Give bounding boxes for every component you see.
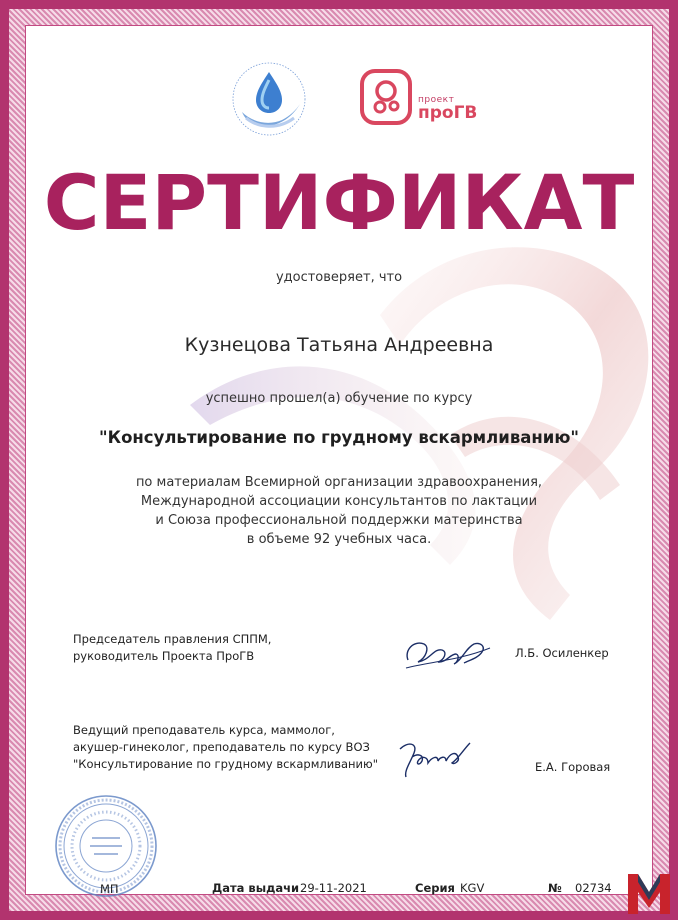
description-line: и Союза профессиональной поддержки материнства [155,513,523,528]
signatory-1-name: Л.Б. Осиленкер [515,646,609,660]
description-line: Международной ассоциации консультантов по лактации [140,494,538,509]
signature-2 [392,735,487,783]
position-line: акушер-гинеколог, преподаватель по курсу ВОЗ [73,740,370,754]
hands-drop-logo-icon [228,58,310,140]
number-label: № [548,881,562,895]
course-title: "Консультирование по грудному вскармливанию" [98,428,579,447]
position-line: Ведущий преподаватель курса, маммолог, [73,723,335,737]
completed-text: успешно прошел(а) обучение по курсу [205,391,473,406]
signature-1 [400,630,495,675]
signatory-2-position [73,722,378,773]
position-line: руководитель Проекта ПроГВ [73,649,255,663]
project-label: проект [418,95,455,105]
number-value: 02734 [575,881,612,895]
course-description [0,473,678,549]
recipient-name: Кузнецова Татьяна Андреевна [184,334,494,356]
certificate-title: СЕРТИФИКАТ [43,158,635,247]
series-label: Серия [415,881,455,895]
stamp-label: МП [100,882,119,896]
certifies-text: удостоверяет, что [275,270,403,285]
project-name: проГВ [418,103,478,123]
description-line: по материалам Всемирной организации здравоохранения, [135,475,543,490]
position-line: "Консультирование по грудному вскармливанию" [73,757,379,771]
signatory-1-position [73,631,271,665]
series-value: KGV [460,881,485,895]
issue-date-value: 29-11-2021 [300,881,367,895]
signatory-2-name: Е.А. Горовая [535,760,611,774]
position-line: Председатель правления СППМ, [73,632,272,646]
description-line: в объеме 92 учебных часа. [246,532,432,547]
issue-date-label: Дата выдачи [212,881,300,895]
baby-face-logo-icon [360,69,412,125]
m-letter-logo-icon [624,868,674,918]
